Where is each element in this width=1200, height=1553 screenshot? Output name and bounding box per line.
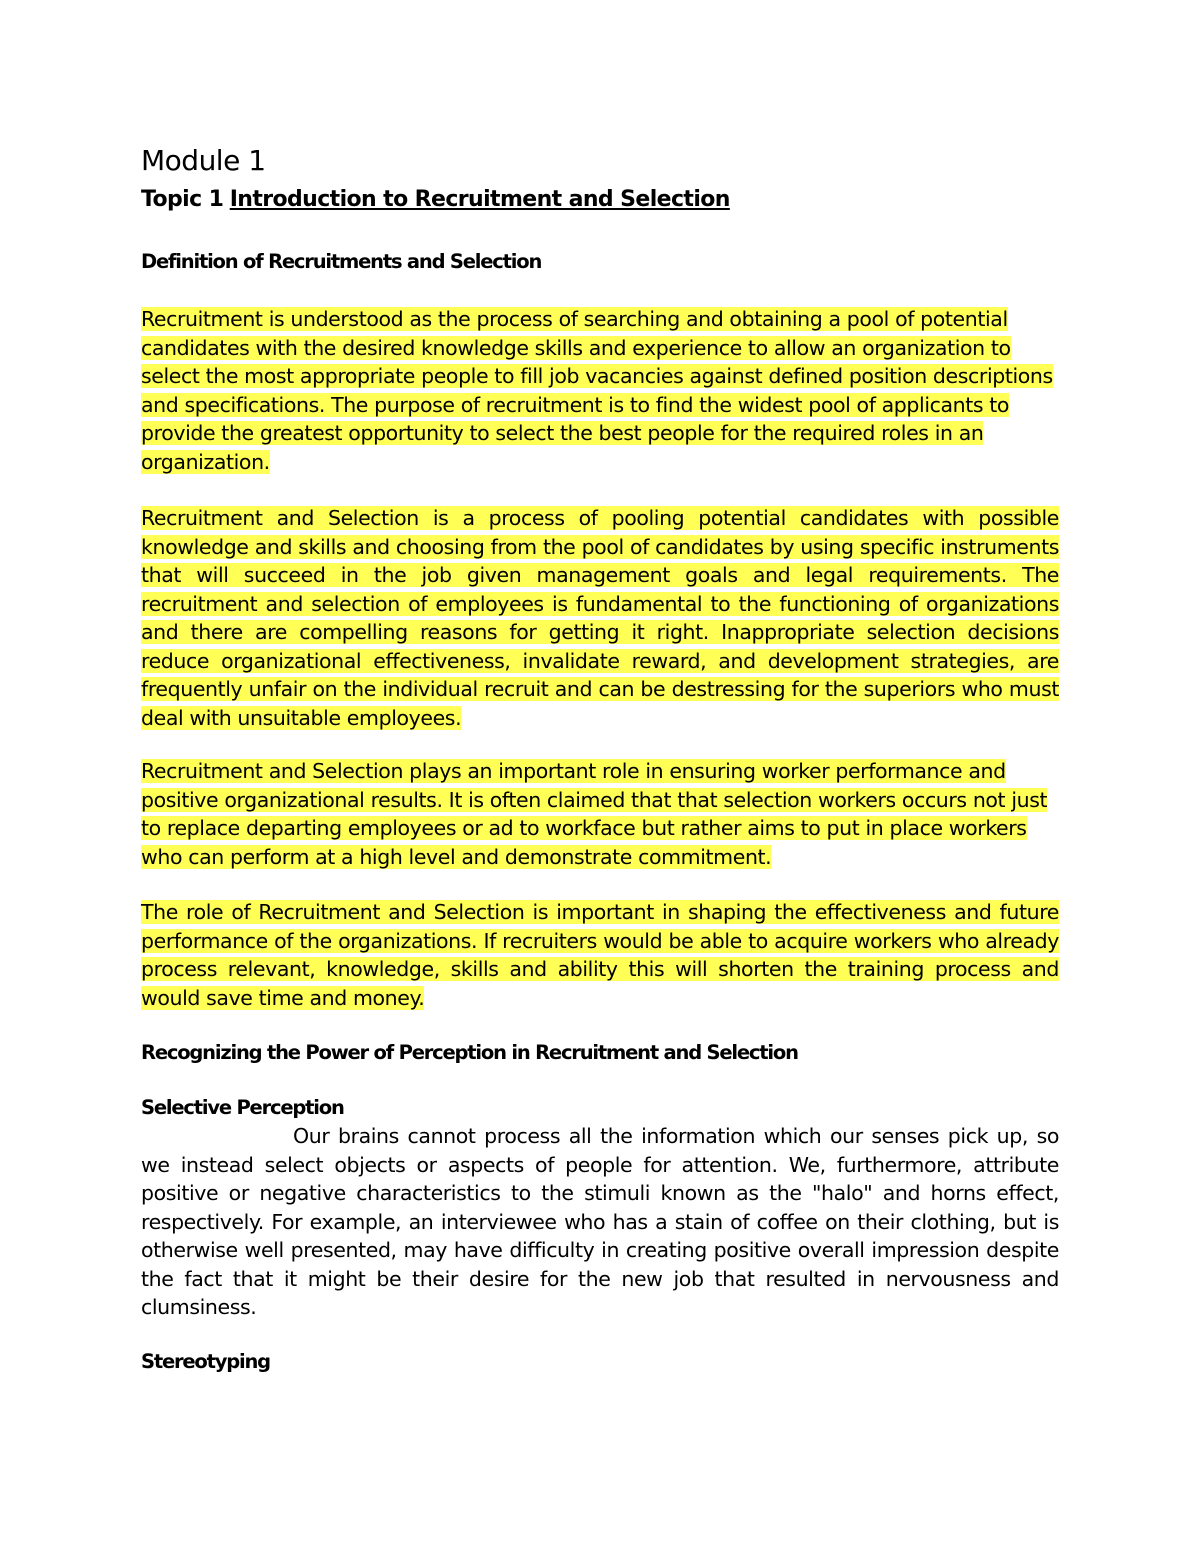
topic-label: Topic 1 [141, 187, 224, 212]
paragraph-selective-perception: Our brains cannot process all the information which our senses pick up, so we instead select objects or aspects of people for attention. We, furthermore, attribute positive or negative characteristics to the stimuli known as the "halo" and horns effect, respectively. For example, an interviewee who has a stain of coffee on their clothing, but is otherwise well presented, may have difficulty in creating positive overall impression despite the fact that it might be their desire for the new job that resulted in nervousness and clumsiness. [141, 1124, 1059, 1319]
definition-heading: Definition of Recruitments and Selection [141, 250, 542, 273]
topic-title: Introduction to Recruitment and Selection [229, 187, 730, 212]
paragraph-recruitment-role [141, 757, 1059, 871]
selective-perception-heading: Selective Perception [141, 1096, 344, 1119]
module-title: Module 1 [141, 144, 266, 177]
stereotyping-heading: Stereotyping [141, 1349, 270, 1373]
highlighted-text: Recruitment is understood as the process of searching and obtaining a pool of potential candidates with the desired knowledge skills and experience to allow an organization to select the most appropriate people to fill job vacancies against defined position descriptions and specifications. The purpose of recruitment is to find the widest pool of applicants to provide the greatest opportunity to select the best people for the required roles in an organization. [141, 307, 1053, 474]
paragraph-recruitment-definition [141, 305, 1059, 476]
paragraph-role-importance [141, 898, 1059, 1012]
highlighted-text: Recruitment and Selection plays an important role in ensuring worker performance and positive organizational results. It is often claimed that that selection workers occurs not just to replace departing employees or ad to workface but rather aims to put in place workers who can perform at a high level and demonstrate commitment. [141, 759, 1048, 869]
topic-line [141, 185, 1059, 215]
highlighted-text: The role of Recruitment and Selection is important in shaping the effectiveness and future performance of the organizations. If recruiters would be able to acquire workers who already process relevant, knowledge, skills and ability this will shorten the training process and would save time and money. [141, 900, 1059, 1010]
highlighted-text: Recruitment and Selection is a process of pooling potential candidates with possible knowledge and skills and choosing from the pool of candidates by using specific instruments that will succeed in the job given management goals and legal requirements. The recruitment and selection of employees is fundamental to the functioning of organizations and there are compelling reasons for getting it right. Inappropriate selection decisions reduce organizational effectiveness, invalidate reward, and development strategies, are frequently unfair on the individual recruit and can be destressing for the superiors who must deal with unsuitable employees. [141, 506, 1059, 730]
paragraph-recruitment-selection-process [141, 504, 1059, 732]
document-content [141, 143, 1059, 1376]
perception-heading: Recognizing the Power of Perception in Recruitment and Selection [141, 1041, 798, 1064]
